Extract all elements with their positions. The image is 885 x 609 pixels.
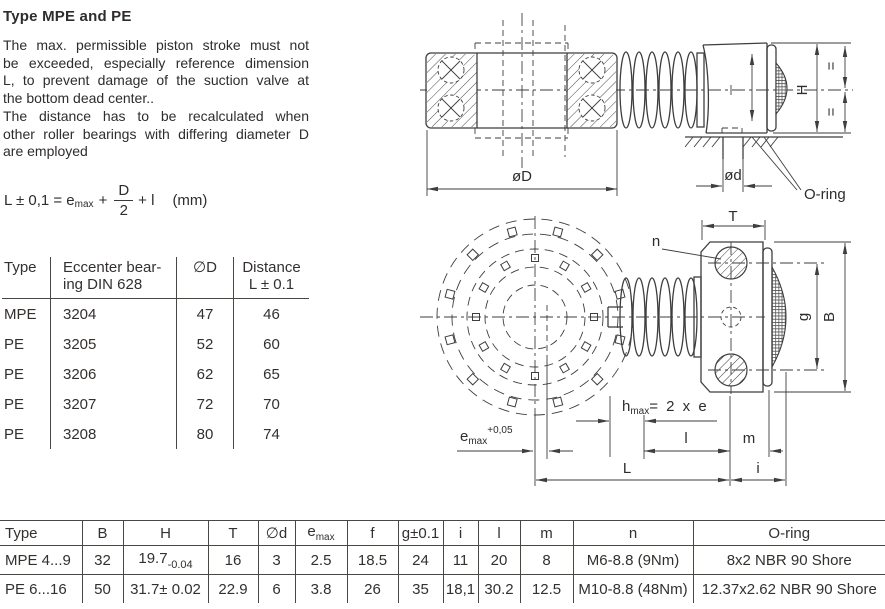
formula-prefix: L ± 0,1 = e	[4, 191, 75, 209]
cell-bearing: 3204	[51, 299, 177, 330]
cell-emax: 2.5	[295, 546, 347, 575]
cell-f: 26	[347, 575, 398, 604]
paragraph-line: L, to prevent damage of the suction valve at	[3, 72, 309, 89]
dim-label-outer-diameter: øD	[512, 168, 532, 185]
paragraph-line: are employed	[3, 143, 88, 160]
intro-block	[3, 8, 313, 161]
cell-type: PE	[2, 329, 51, 359]
screw-callout	[652, 233, 721, 259]
dim-label-big-l: L	[622, 460, 632, 477]
cell-t: 22.9	[208, 575, 258, 604]
dim-label-m: m	[742, 430, 756, 447]
cell-n: M6-8.8 (9Nm)	[573, 546, 693, 575]
table-row	[0, 546, 885, 575]
dim-label-equal-bottom: =	[823, 107, 840, 117]
dimension-big-l	[536, 460, 729, 480]
cell-distance: 74	[263, 425, 280, 443]
h-tolerance: ± 0.02	[159, 580, 201, 598]
dim-label-height: H	[794, 84, 811, 96]
dim-label-shaft-diameter: ød	[724, 167, 742, 184]
oring-label: O-ring	[804, 186, 846, 203]
table-row	[2, 299, 309, 330]
col-header-bearing-line2: ing DIN 628	[63, 276, 143, 293]
stroke-formula	[4, 182, 207, 218]
cell-h	[123, 546, 208, 575]
paragraph-line: other roller bearings with differing diameter D	[3, 125, 309, 142]
center-axis	[420, 13, 853, 168]
cell-i: 11	[443, 546, 478, 575]
cell-diameter: 62	[177, 359, 234, 389]
cell-g: 24	[398, 546, 443, 575]
cell-m: 8	[520, 546, 573, 575]
col-header-l: l	[478, 521, 520, 546]
page-title: Type MPE and PE	[3, 8, 132, 25]
dimensions-table	[0, 520, 885, 603]
paragraph-line: The distance has to be recalculated when	[3, 107, 309, 124]
h-value: 31.7	[130, 580, 160, 598]
dim-label-l: l	[684, 430, 688, 447]
col-header-bearing	[51, 257, 177, 299]
col-header-m: m	[520, 521, 573, 546]
cell-m: 12.5	[520, 575, 573, 604]
cell-bearing: 3208	[51, 419, 177, 449]
mounting-surface	[685, 137, 843, 159]
cell-distance: 70	[263, 395, 280, 413]
paragraph-line: The max. permissible piston stroke must not	[3, 37, 309, 53]
col-header-t: T	[208, 521, 258, 546]
dim-table-header-row	[0, 521, 885, 546]
formula-plus: +	[98, 191, 108, 209]
col-header-dd: ∅d	[258, 521, 295, 546]
cell-type: PE 6...16	[0, 575, 82, 604]
table-row	[2, 419, 309, 449]
cell-h	[123, 575, 208, 604]
col-header-distance-line2: L ± 0.1	[248, 276, 295, 293]
col-header-emax	[295, 521, 347, 546]
formula-tail: + l	[138, 191, 155, 209]
cell-bearing: 3205	[51, 329, 177, 359]
table-row	[0, 575, 885, 604]
formula-unit: (mm)	[172, 191, 208, 209]
hmax-label: $h_{max}= 2$ x e	[622, 398, 707, 417]
cell-oring: 8x2 NBR 90 Shore	[693, 546, 885, 575]
paragraph-line: be exceeded, especially reference dimension	[3, 54, 309, 71]
cell-t: 16	[208, 546, 258, 575]
fraction-denominator: 2	[119, 201, 128, 219]
cell-emax: 3.8	[295, 575, 347, 604]
col-header-h: H	[123, 521, 208, 546]
col-header-i: i	[443, 521, 478, 546]
oring-callout	[752, 137, 846, 203]
cell-diameter: 47	[177, 299, 234, 330]
cell-type: MPE	[2, 299, 51, 330]
col-header-type: Type	[2, 257, 51, 299]
cell-distance: 46	[263, 305, 280, 323]
dim-label-depth: T	[728, 210, 738, 225]
col-header-oring: O-ring	[693, 521, 885, 546]
cell-diameter: 52	[177, 329, 234, 359]
formula-subscript: max	[74, 198, 94, 210]
h-tolerance: -0.04	[167, 558, 193, 571]
cell-type: MPE 4...9	[0, 546, 82, 575]
cell-g: 35	[398, 575, 443, 604]
cell-diameter: 80	[177, 419, 234, 449]
cell-type: PE	[2, 419, 51, 449]
col-header-b: B	[82, 521, 123, 546]
cell-dd: 6	[258, 575, 295, 604]
emax-base: e	[307, 523, 316, 540]
col-header-diameter: ∅D	[177, 257, 234, 299]
cell-b: 32	[82, 546, 123, 575]
dim-label-equal-top: =	[823, 61, 840, 71]
dimension-m	[716, 390, 783, 457]
paragraph-line: the bottom dead center..	[3, 90, 154, 107]
piston-head-section	[703, 43, 787, 133]
cell-bearing: 3206	[51, 359, 177, 389]
col-header-n: n	[573, 521, 693, 546]
cell-type: PE	[2, 359, 51, 389]
table-row	[2, 329, 309, 359]
table-row	[2, 389, 309, 419]
cell-dd: 3	[258, 546, 295, 575]
col-header-distance	[234, 257, 310, 299]
cell-b: 50	[82, 575, 123, 604]
cell-oring: 12.37x2.62 NBR 90 Shore	[701, 580, 877, 598]
h-value: 19.7	[138, 549, 168, 567]
fraction-numerator: D	[114, 183, 133, 201]
dimension-shaft-diameter	[696, 159, 772, 192]
bearing-table-header-row	[2, 257, 309, 299]
dim-label-pitch: g	[795, 312, 812, 322]
cell-n: M10-8.8 (48Nm)	[573, 575, 693, 604]
dimension-i	[731, 372, 786, 486]
cell-i: 18,1	[443, 575, 478, 604]
section-drawing	[420, 0, 885, 207]
cell-type: PE	[2, 389, 51, 419]
dimension-pitch-g	[795, 264, 817, 369]
col-header-f: f	[347, 521, 398, 546]
dimension-hmax	[576, 396, 717, 459]
cell-l: 30.2	[478, 575, 520, 604]
col-header-type: Type	[0, 521, 82, 546]
cell-distance: 65	[263, 365, 280, 383]
bearing-table	[2, 257, 309, 449]
cell-l: 20	[478, 546, 520, 575]
dim-label-i: i	[756, 460, 760, 477]
dim-label-width: B	[821, 311, 838, 323]
oring-groove-hidden	[722, 128, 742, 133]
table-row	[2, 359, 309, 389]
cell-bearing: 3207	[51, 389, 177, 419]
col-header-distance-line1: Distance	[242, 259, 301, 276]
front-drawing	[420, 210, 885, 510]
cell-f: 18.5	[347, 546, 398, 575]
emax-label: $e_{max}^{+0,05}$	[460, 425, 513, 447]
emax-sub: max	[315, 532, 335, 543]
formula-fraction	[114, 183, 133, 218]
cell-distance: 60	[263, 335, 280, 353]
screw-label: n	[651, 233, 661, 250]
dimension-emax	[457, 425, 573, 451]
col-header-g: g±0.1	[398, 521, 443, 546]
col-header-bearing-line1: Eccenter bear-	[63, 259, 162, 276]
dimension-depth-t	[702, 210, 765, 240]
cell-diameter: 72	[177, 389, 234, 419]
